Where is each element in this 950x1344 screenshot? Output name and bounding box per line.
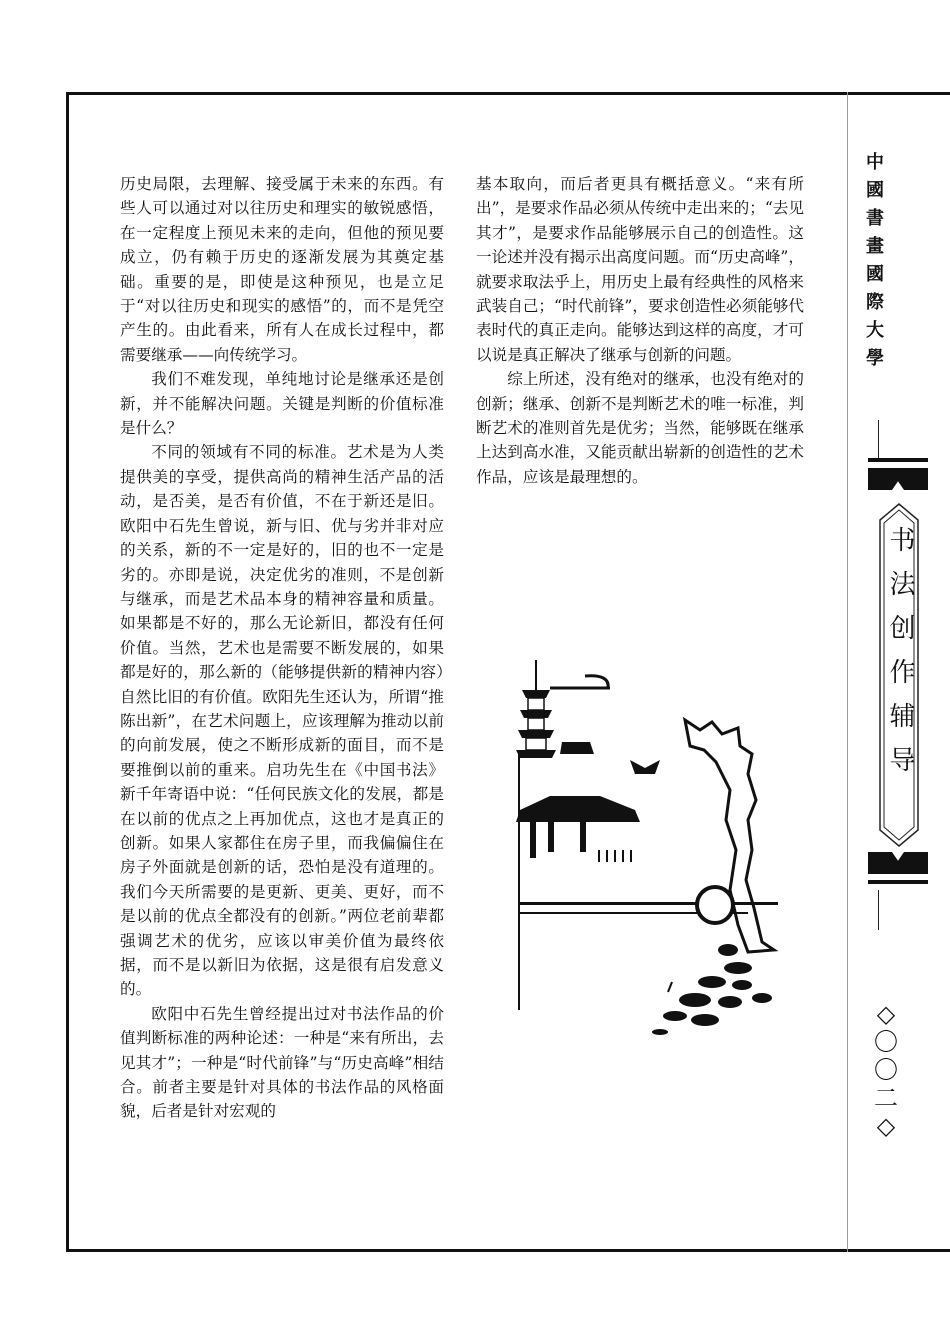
temple-roof: [516, 796, 640, 822]
section-tab-top: [868, 468, 928, 490]
roof-shape: [630, 760, 660, 774]
paragraph: 我们不难发现，单纯地讨论是继承还是创新，并不能解决问题。关键是判断的价值标准是什么？: [120, 370, 444, 438]
paragraph: 基本取向，而后者更具有概括意义。“来有所出”，是要求作品必须从传统中走出来的；“去见其才”，是要求作品能够展示自己的创造性。这一论述并没有揭示出高度问题。而“历史高峰”，就要求取法乎上，用历史上最有经典性的风格来武装自己；“时代前锋”，要求创造性必须能够代表时代的真正走向。能够达到这样的高度，才可以说是真正解决了继承与创新的问题。: [476, 175, 804, 364]
page-number-char: ◇: [876, 1000, 896, 1028]
paragraph: 综上所述，没有绝对的继承，也没有绝对的创新；继承、创新不是判断艺术的唯一标准，判断艺术的准则首先是优劣；当然，能够既在继承上达到高水准，又能贡献出崭新的创造性的艺术作品，应该是最理想的。: [476, 370, 804, 486]
roof-shape: [560, 742, 594, 754]
page-number-char: 〇: [874, 1056, 898, 1084]
section-title: 书法创作辅导: [885, 526, 915, 790]
paragraph: 欧阳中石先生曾经提出过对书法作品的价值判断标准的两种论述：一种是“来有所出，去见其才”；一种是“时代前锋”与“历史高峰”相结合。前者主要是针对具体的书法作品的风格面貌，后者是针对宏观的: [120, 1004, 444, 1121]
left-text-column: [120, 172, 444, 1124]
moon-shape: [697, 887, 733, 923]
sidebar-line: [878, 420, 879, 460]
sidebar-bar: [868, 880, 928, 884]
sidebar-divider: [847, 92, 848, 1252]
paragraph: 历史局限，去理解、接受属于未来的东西。有些人可以通过对以往历史和理实的敏锐感悟，在一定程度上预见未来的走向，但他的预见要成立，仍有赖于历史的逐渐发展为其奠定基础。重要的是，即使是这种预见，也是立足于“对以往历史和现实的感悟”的，而不是凭空产生的。由此看来，所有人在成长过程中，都需要继承——向传统学习。: [120, 175, 444, 364]
page-frame-left: [66, 92, 69, 1252]
pagoda-shape: [516, 660, 556, 758]
section-tab-bottom: [868, 852, 928, 874]
sidebar-line: [878, 890, 879, 930]
sidebar-bar: [868, 458, 928, 462]
right-text-column: [476, 172, 804, 489]
university-name: 中國書畫國際大學: [863, 152, 884, 376]
ground-line: [518, 902, 778, 905]
landscape-edge: [518, 750, 520, 1010]
page-frame-bottom: [66, 1249, 950, 1252]
page-number-char: ◇: [876, 1112, 896, 1140]
page-number-char: 二: [874, 1084, 898, 1112]
page-number: [866, 1000, 906, 1140]
cloud-shape: [550, 676, 610, 688]
page-number-char: 〇: [874, 1028, 898, 1056]
paragraph: 不同的领域有不同的标准。艺术是为人类提供美的享受，提供高尚的精神生活产品的活动，是否美，是否有价值，不在于新还是旧。欧阳中石先生曾说，新与旧、优与劣并非对应的关系，新的不一定是好的，旧的也不一定是劣的。亦即是说，决定优劣的准则，不是创新与继承，而是艺术品本身的精神容量和质量。如果都是不好的，那么无论新旧，都没有任何价值。当然，艺术也是需要不断发展的，如果都是好的，那么新的（能够提供新的精神内容）自然比旧的有价值。欧阳先生还认为，所谓“推陈出新”，在艺术问题上，应该理解为推动以前的向前发展，使之不断形成新的面目，而不是要推倒以前的重来。启功先生在《中国书法》新千年寄语中说：“任何民族文化的发展，都是在以前的优点之上再加优点，这也才是真正的创新。如果人家都住在房子里，而我偏偏住在房子外面就是创新的话，恐怕是没有道理的。我们今天所需要的是更新、更美、更好，而不是以前的优点全都没有的创新。”两位老前辈都强调艺术的优劣，应该以审美价值为最终依据，而不是以新旧为依据，这是很有启发意义的。: [120, 443, 444, 999]
fence-marks: [598, 850, 632, 862]
ink-landscape-illustration: [490, 650, 790, 1040]
page-frame-top: [66, 92, 950, 95]
